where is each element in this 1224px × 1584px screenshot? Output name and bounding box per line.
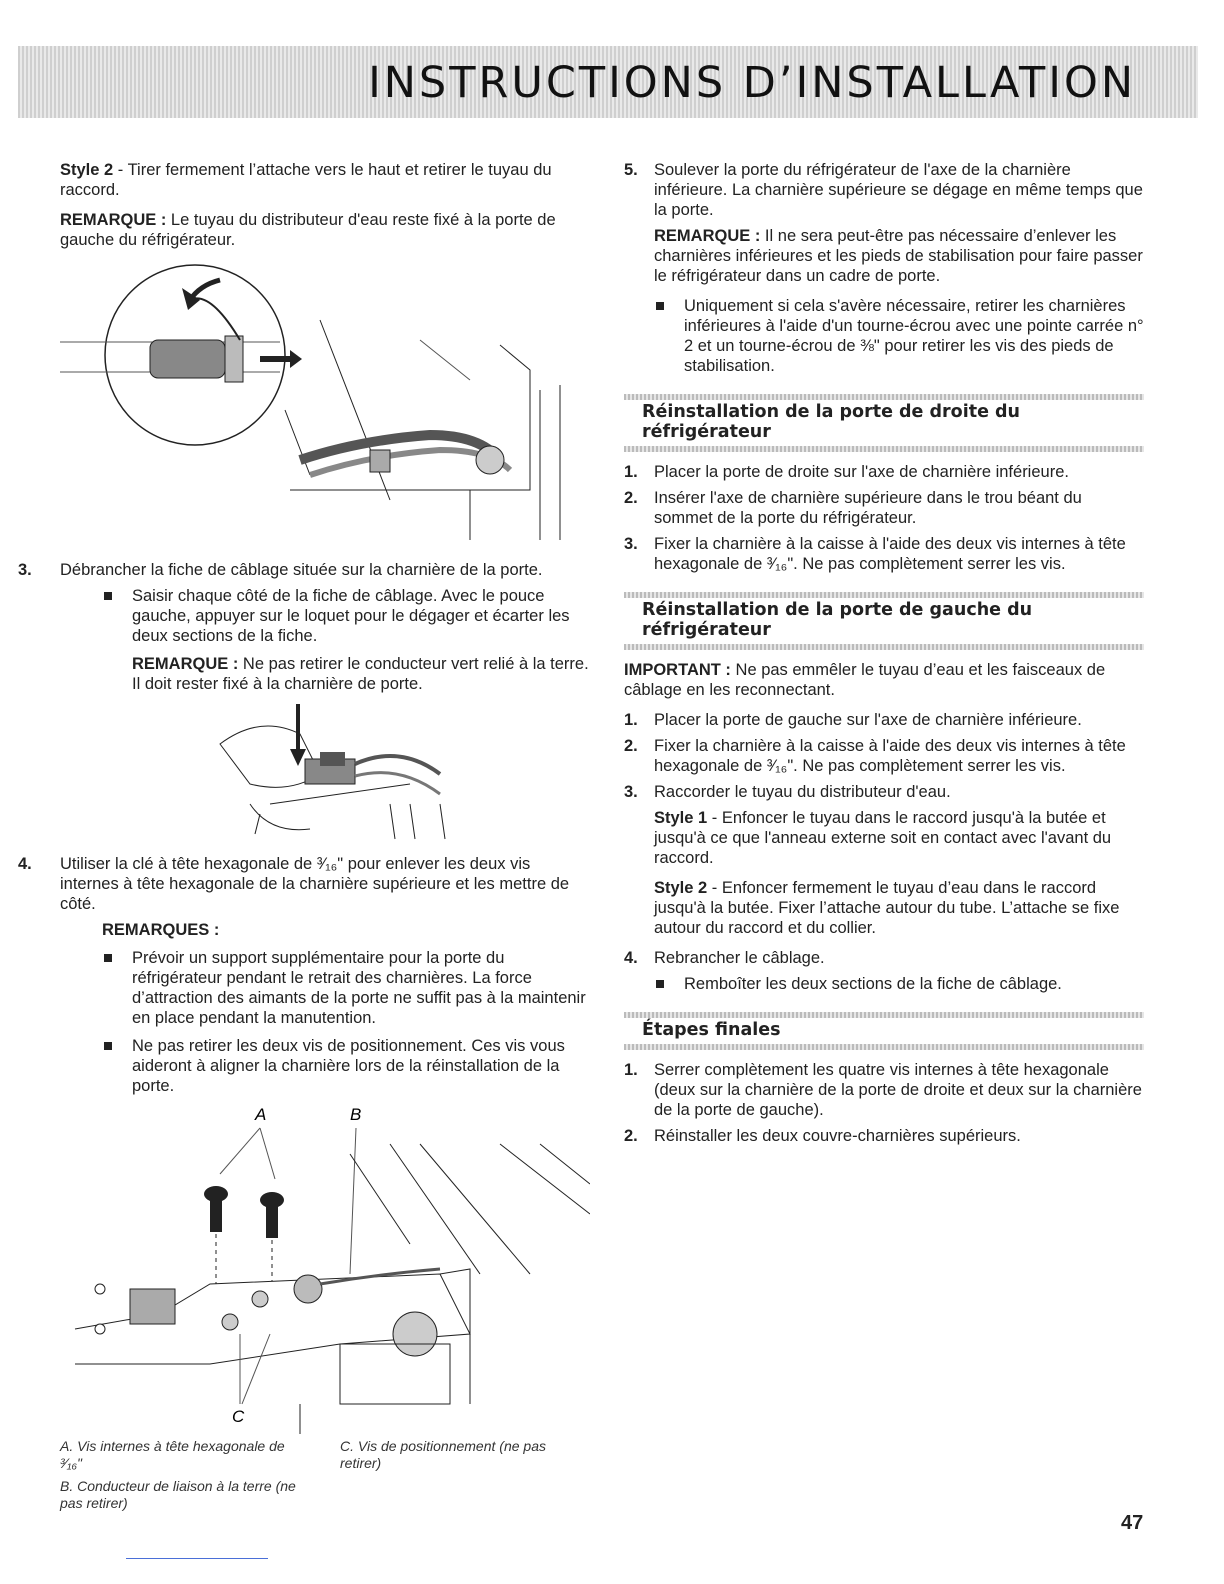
- step-5: [624, 160, 1144, 220]
- list-item: [624, 736, 1144, 776]
- step-text: Placer la porte de droite sur l'axe de charnière inférieure.: [654, 463, 1069, 481]
- step-3: [18, 560, 590, 580]
- style2-paragraph: [60, 160, 590, 200]
- list-item: [624, 488, 1144, 528]
- step-text: Serrer complètement les quatre vis internes à tête hexagonale (deux sur la charnière de la porte de droite et deux sur la charnière de la porte de gauche).: [654, 1061, 1142, 1119]
- list-item: Saisir chaque côté de la fiche de câblage. Avec le pouce gauche, appuyer sur le loquet pour le dégager et écarter les deux sections de la fiche.: [102, 586, 590, 646]
- important-paragraph: [624, 660, 1144, 700]
- step-text: Débrancher la fiche de câblage située sur la charnière de la porte.: [60, 561, 543, 579]
- section-divider: [624, 644, 1144, 650]
- step-4: [18, 854, 590, 914]
- hinge-screws-illustration: [60, 1104, 590, 1434]
- step-text: Utiliser la clé à tête hexagonale de ³⁄₁₆" pour enlever les deux vis internes à tête hexagonale de la charnière supérieure et les mettre de côté.: [60, 855, 570, 913]
- section-divider: [624, 446, 1144, 452]
- remarque-paragraph: [102, 654, 590, 694]
- section-header: [624, 592, 1144, 650]
- step-number: 3.: [624, 535, 638, 553]
- important-text: Ne pas emmêler le tuyau d’eau et les faisceaux de câblage en les reconnectant.: [624, 661, 1106, 699]
- step-number: 1.: [624, 1061, 638, 1079]
- list-item: [624, 948, 1144, 968]
- list-item: [624, 782, 1144, 802]
- step-text: Soulever la porte du réfrigérateur de l'axe de la charnière inférieure. La charnière supérieure se dégage en même temps que la porte.: [654, 161, 1143, 219]
- label-a: A: [255, 1105, 267, 1124]
- style2-text: - Enfoncer fermement le tuyau d’eau dans le raccord jusqu'à la butée. Fixer l’attache autour du tube. L’attache se fixe autour du raccord et du collier.: [654, 879, 1120, 937]
- style1-label: Style 1: [654, 809, 708, 827]
- remarque-paragraph: [60, 210, 590, 250]
- style2-paragraph: [654, 878, 1144, 938]
- list-item: Prévoir un support supplémentaire pour la porte du réfrigérateur pendant le retrait des charnières. La force d’attraction des aimants de la porte ne suffit pas à la maintenir en place pendant la manutention.: [102, 948, 590, 1028]
- label-c: C: [232, 1407, 245, 1426]
- step-number: 2.: [624, 489, 638, 507]
- step-number: 4.: [18, 855, 32, 873]
- important-label: IMPORTANT :: [624, 661, 731, 679]
- style2-label: Style 2: [654, 879, 708, 897]
- page-title: INSTRUCTIONS D’INSTALLATION: [368, 58, 1136, 108]
- list-item: [624, 1126, 1144, 1146]
- list-item: [624, 710, 1144, 730]
- style1-paragraph: [654, 808, 1144, 868]
- remarque-label: REMARQUE :: [654, 227, 761, 245]
- list-item: Uniquement si cela s'avère nécessaire, retirer les charnières inférieures à l'aide d'un tourne-écrou avec une pointe carrée n° 2 et un tourne-écrou de ⅜" pour retirer les vis des pieds de stabilisation.: [654, 296, 1144, 376]
- figure-captions: [60, 1438, 590, 1512]
- left-column: [18, 160, 590, 1512]
- style2-label: Style 2: [60, 161, 114, 179]
- step-number: 3.: [624, 783, 638, 801]
- step-number: 5.: [624, 161, 638, 179]
- section-title: Réinstallation de la porte de droite du réfrigérateur: [642, 402, 1021, 442]
- remarque-label: REMARQUE :: [132, 655, 239, 673]
- caption-c: C. Vis de positionnement (ne pas retirer): [340, 1438, 546, 1471]
- remarque-label: REMARQUE :: [60, 211, 167, 229]
- list-item: [624, 1060, 1144, 1120]
- page-number: 47: [1121, 1512, 1144, 1534]
- step-number: 1.: [624, 463, 638, 481]
- section-divider: [624, 1044, 1144, 1050]
- right-column: [624, 160, 1144, 1152]
- step-text: Rebrancher le câblage.: [654, 949, 825, 967]
- step-text: Insérer l'axe de charnière supérieure dans le trou béant du sommet de la porte du réfrigérateur.: [654, 489, 1082, 527]
- step-text: Placer la porte de gauche sur l'axe de charnière inférieure.: [654, 711, 1082, 729]
- footer-line: [126, 1558, 268, 1559]
- list-item: Ne pas retirer les deux vis de positionnement. Ces vis vous aideront à aligner la charnière lors de la réinstallation de la porte.: [102, 1036, 590, 1096]
- list-item: [624, 534, 1144, 574]
- section-title: Réinstallation de la porte de gauche du réfrigérateur: [642, 600, 1033, 640]
- list-item: Remboîter les deux sections de la fiche de câblage.: [654, 974, 1144, 994]
- section-header: [624, 1012, 1144, 1050]
- step-text: Fixer la charnière à la caisse à l'aide des deux vis internes à tête hexagonale de ³⁄₁₆". Ne pas complètement serrer les vis.: [654, 535, 1126, 573]
- step-number: 1.: [624, 711, 638, 729]
- step-text: Raccorder le tuyau du distributeur d'eau.: [654, 783, 951, 801]
- hose-clip-illustration: [60, 260, 590, 550]
- section-title: Étapes finales: [642, 1020, 781, 1040]
- list-item: [624, 462, 1144, 482]
- remarque-text: Ne pas retirer le conducteur vert relié à la terre. Il doit rester fixé à la charnière de porte.: [132, 655, 589, 693]
- step-text: Réinstaller les deux couvre-charnières supérieurs.: [654, 1127, 1021, 1145]
- wiring-plug-illustration: [210, 704, 590, 844]
- label-b: B: [350, 1105, 362, 1124]
- step-number: 4.: [624, 949, 638, 967]
- step-number: 2.: [624, 1127, 638, 1145]
- step-number: 2.: [624, 737, 638, 755]
- remarque-text: Le tuyau du distributeur d'eau reste fixé à la porte de gauche du réfrigérateur.: [60, 211, 556, 249]
- header-banner: [18, 46, 1198, 118]
- caption-b: B. Conducteur de liaison à la terre (ne pas retirer): [60, 1478, 296, 1511]
- step-text: Fixer la charnière à la caisse à l'aide des deux vis internes à tête hexagonale de ³⁄₁₆". Ne pas complètement serrer les vis.: [654, 737, 1126, 775]
- remarque-text: Il ne sera peut-être pas nécessaire d’enlever les charnières inférieures et les pieds de stabilisation pour faire passer le réfrigérateur dans un cadre de porte.: [654, 227, 1143, 285]
- remarques-label: REMARQUES :: [102, 921, 220, 939]
- caption-a: A. Vis internes à tête hexagonale de ³⁄₁₆": [60, 1438, 285, 1471]
- step-number: 3.: [18, 561, 32, 579]
- section-header: [624, 394, 1144, 452]
- style2-text: - Tirer fermement l’attache vers le haut et retirer le tuyau du raccord.: [60, 161, 552, 199]
- style1-text: - Enfoncer le tuyau dans le raccord jusqu'à la butée et jusqu'à ce que l'anneau externe soit en contact avec l'avant du raccord.: [654, 809, 1112, 867]
- remarque-paragraph: [654, 226, 1144, 286]
